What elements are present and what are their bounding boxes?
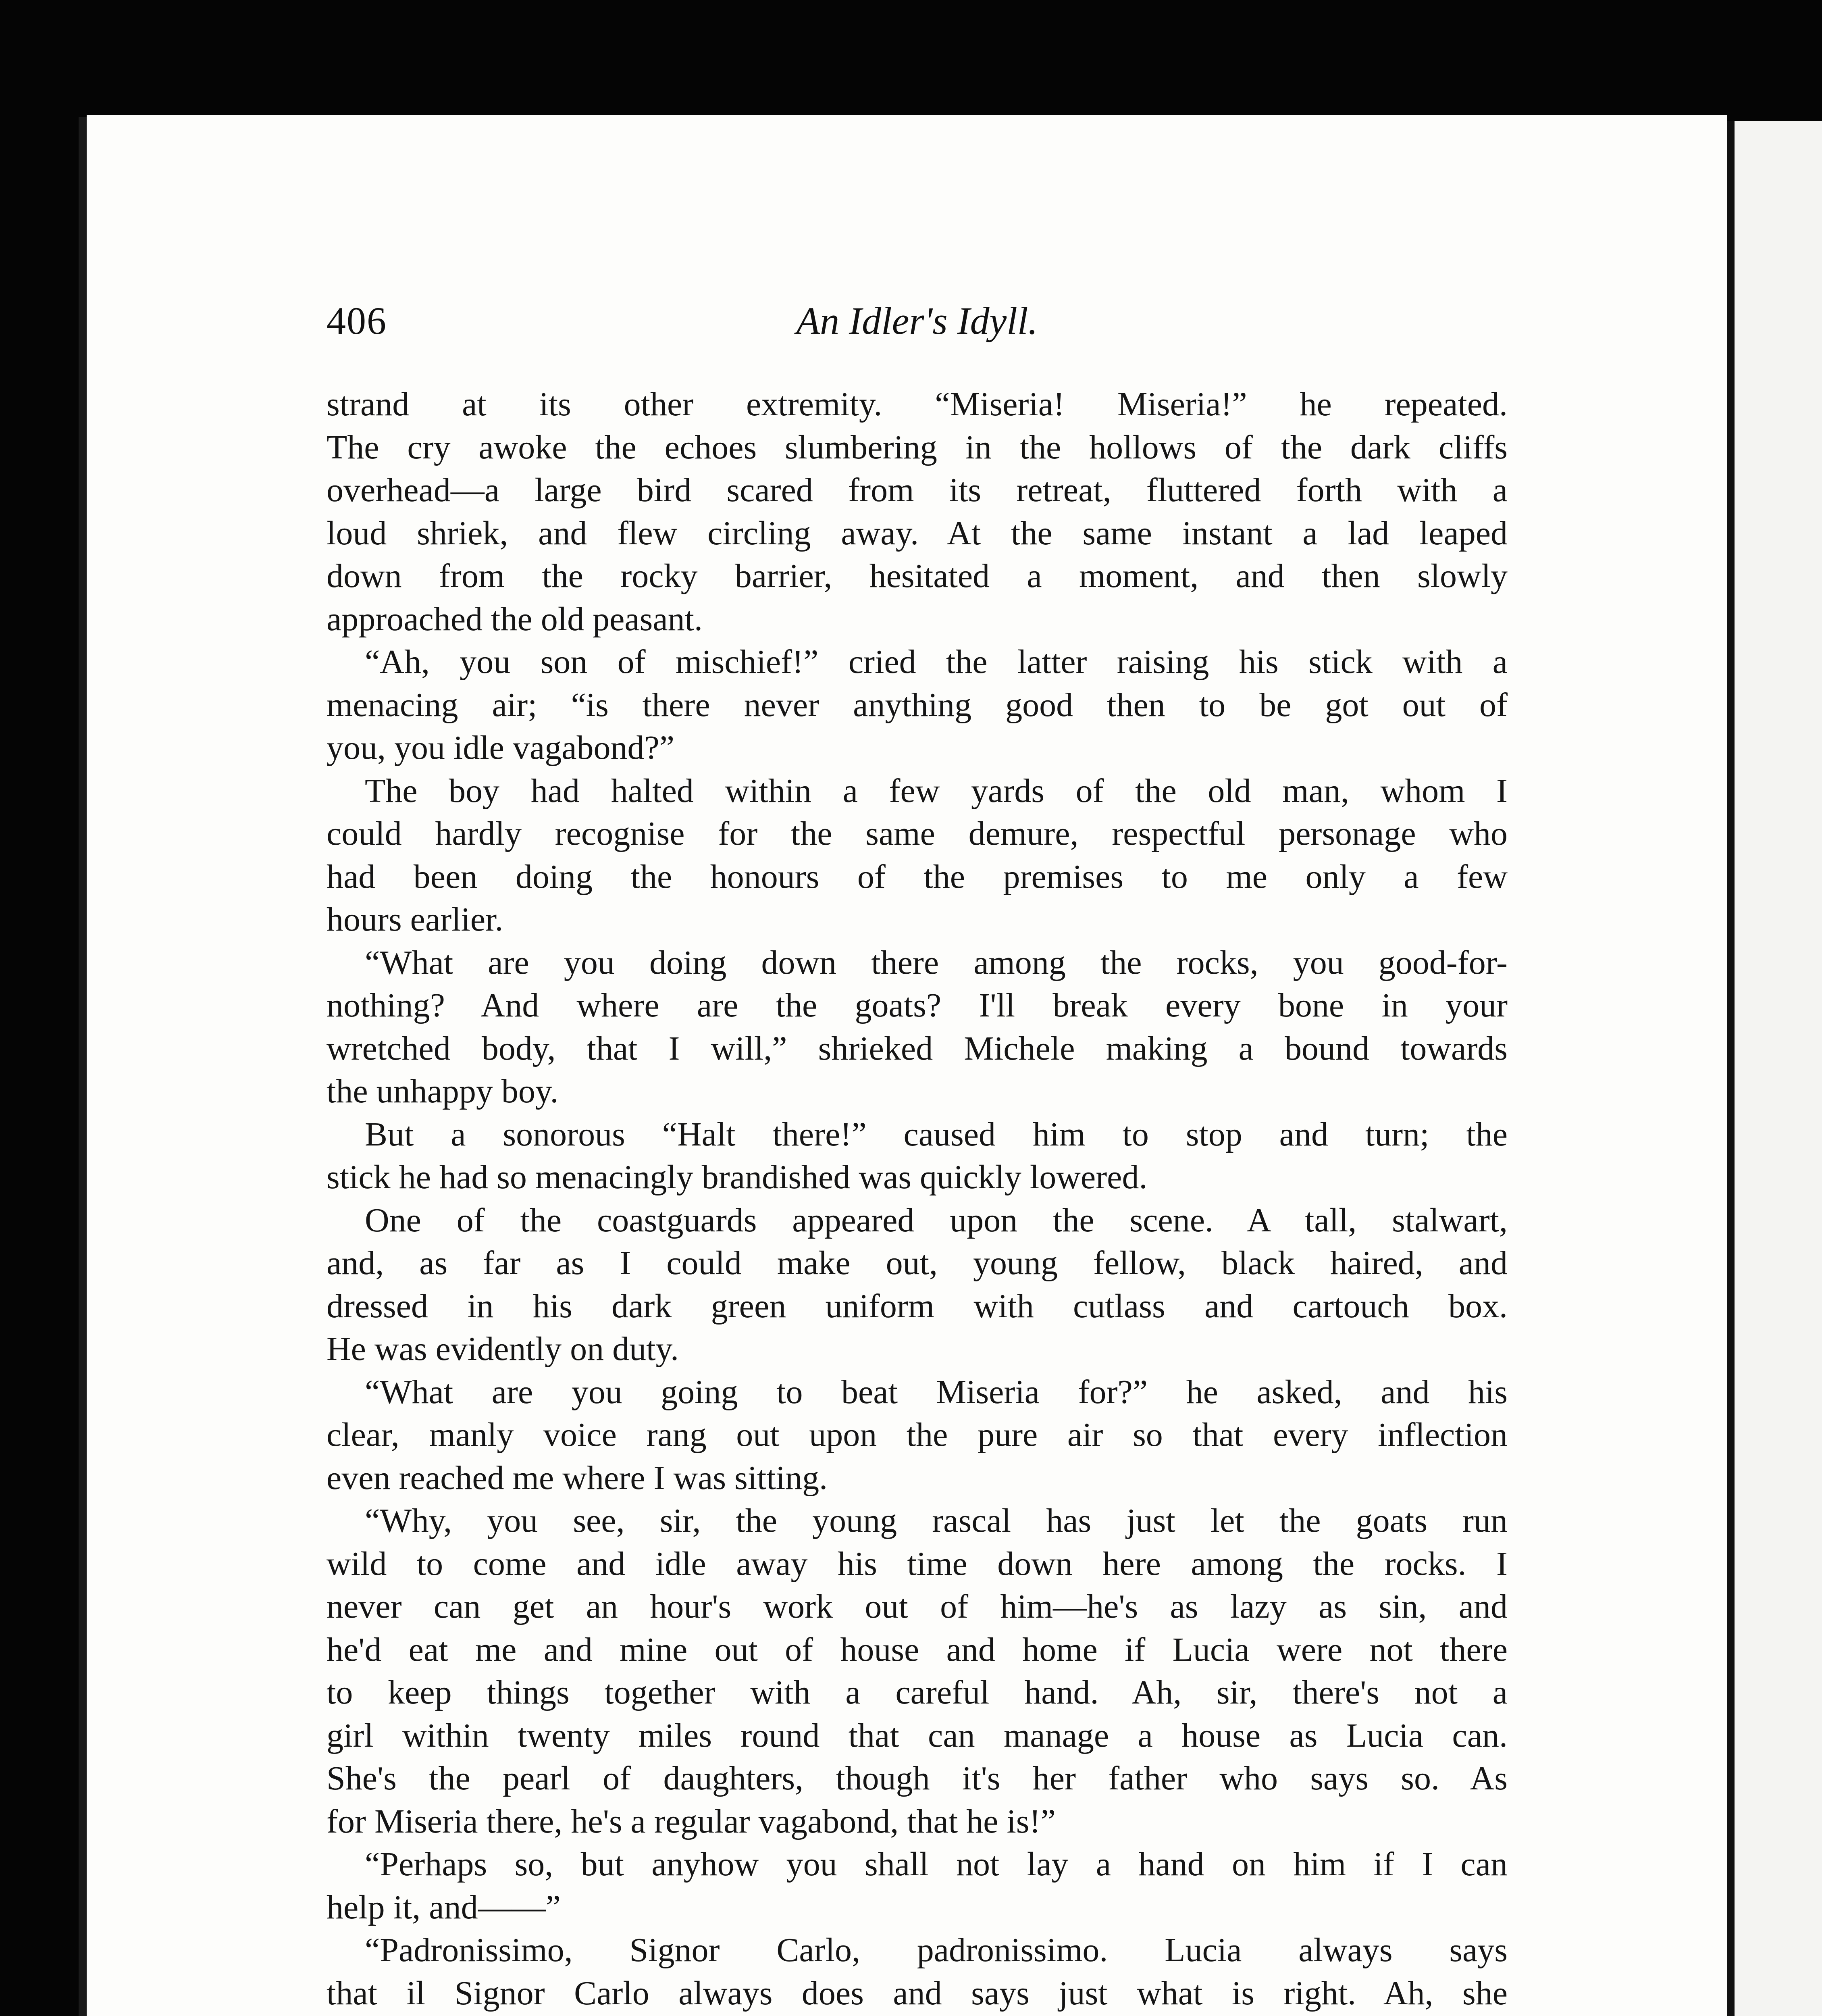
text-line: One of the coastguards appeared upon the scene. A tall, stalwart, [365, 1201, 1508, 1239]
body-text [327, 383, 1508, 2016]
running-head [327, 298, 1508, 355]
text-line: that il Signor Carlo always does and says just what is right. Ah, she [327, 1974, 1508, 2012]
text-line: overhead—a large bird scared from its retreat, fluttered forth with a [327, 471, 1508, 509]
text-line: down from the rocky barrier, hesitated a moment, and then slowly [327, 557, 1508, 595]
text-line: help it, and——” [327, 1888, 561, 1926]
text-line: had been doing the honours of the premises to me only a few [327, 858, 1508, 896]
text-line: menacing air; “is there never anything good then to be got out of [327, 686, 1508, 724]
text-line: nothing? And where are the goats? I'll break every bone in your [327, 987, 1508, 1024]
text-line: “Perhaps so, but anyhow you shall not lay a hand on him if I can [365, 1845, 1508, 1883]
text-line: you, you idle vagabond?” [327, 729, 675, 766]
text-line: “Ah, you son of mischief!” cried the latter raising his stick with a [365, 643, 1508, 681]
text-line: could hardly recognise for the same demure, respectful personage who [327, 815, 1508, 852]
text-line: She's the pearl of daughters, though it's her father who says so. As [327, 1760, 1508, 1797]
text-line: wretched body, that I will,” shrieked Michele making a bound towards [327, 1029, 1508, 1067]
text-line: for Miseria there, he's a regular vagabond, that he is!” [327, 1802, 1056, 1840]
text-line: “Padronissimo, Signor Carlo, padronissimo. Lucia always says [365, 1931, 1508, 1969]
text-line: the unhappy boy. [327, 1073, 559, 1110]
text-line: hours earlier. [327, 901, 503, 938]
text-line: approached the old peasant. [327, 600, 703, 638]
text-line: even reached me where I was sitting. [327, 1459, 828, 1497]
book-gutter [1727, 121, 1735, 2016]
text-line: “Why, you see, sir, the young rascal has just let the goats run [365, 1502, 1508, 1539]
page-number: 406 [327, 299, 387, 342]
text-line: girl within twenty miles round that can manage a house as Lucia can. [327, 1716, 1508, 1754]
running-title: An Idler's Idyll. [796, 299, 1038, 342]
page-edge-shadow [79, 117, 87, 2016]
text-line: “What are you going to beat Miseria for?” he asked, and his [365, 1373, 1508, 1411]
text-line: The boy had halted within a few yards of the old man, whom I [365, 772, 1508, 810]
text-line: loud shriek, and flew circling away. At the same instant a lad leaped [327, 514, 1508, 552]
text-line: he'd eat me and mine out of house and home if Lucia were not there [327, 1631, 1508, 1668]
text-line: strand at its other extremity. “Miseria! Miseria!” he repeated. [327, 385, 1508, 423]
text-line: But a sonorous “Halt there!” caused him to stop and turn; the [365, 1115, 1508, 1153]
text-line: clear, manly voice rang out upon the pure air so that every inflection [327, 1416, 1508, 1454]
text-line: stick he had so menacingly brandished was quickly lowered. [327, 1158, 1148, 1196]
text-line: dressed in his dark green uniform with cutlass and cartouch box. [327, 1287, 1508, 1325]
text-line: and, as far as I could make out, young fellow, black haired, and [327, 1244, 1508, 1282]
adjacent-page-edge [1729, 121, 1822, 2016]
text-line: to keep things together with a careful hand. Ah, sir, there's not a [327, 1674, 1508, 1711]
text-line: never can get an hour's work out of him—he's as lazy as sin, and [327, 1588, 1508, 1625]
text-line: “What are you doing down there among the rocks, you good-for- [365, 943, 1508, 981]
text-line: The cry awoke the echoes slumbering in the hollows of the dark cliffs [327, 428, 1508, 466]
text-line: wild to come and idle away his time down here among the rocks. I [327, 1545, 1508, 1583]
text-line: He was evidently on duty. [327, 1330, 679, 1368]
